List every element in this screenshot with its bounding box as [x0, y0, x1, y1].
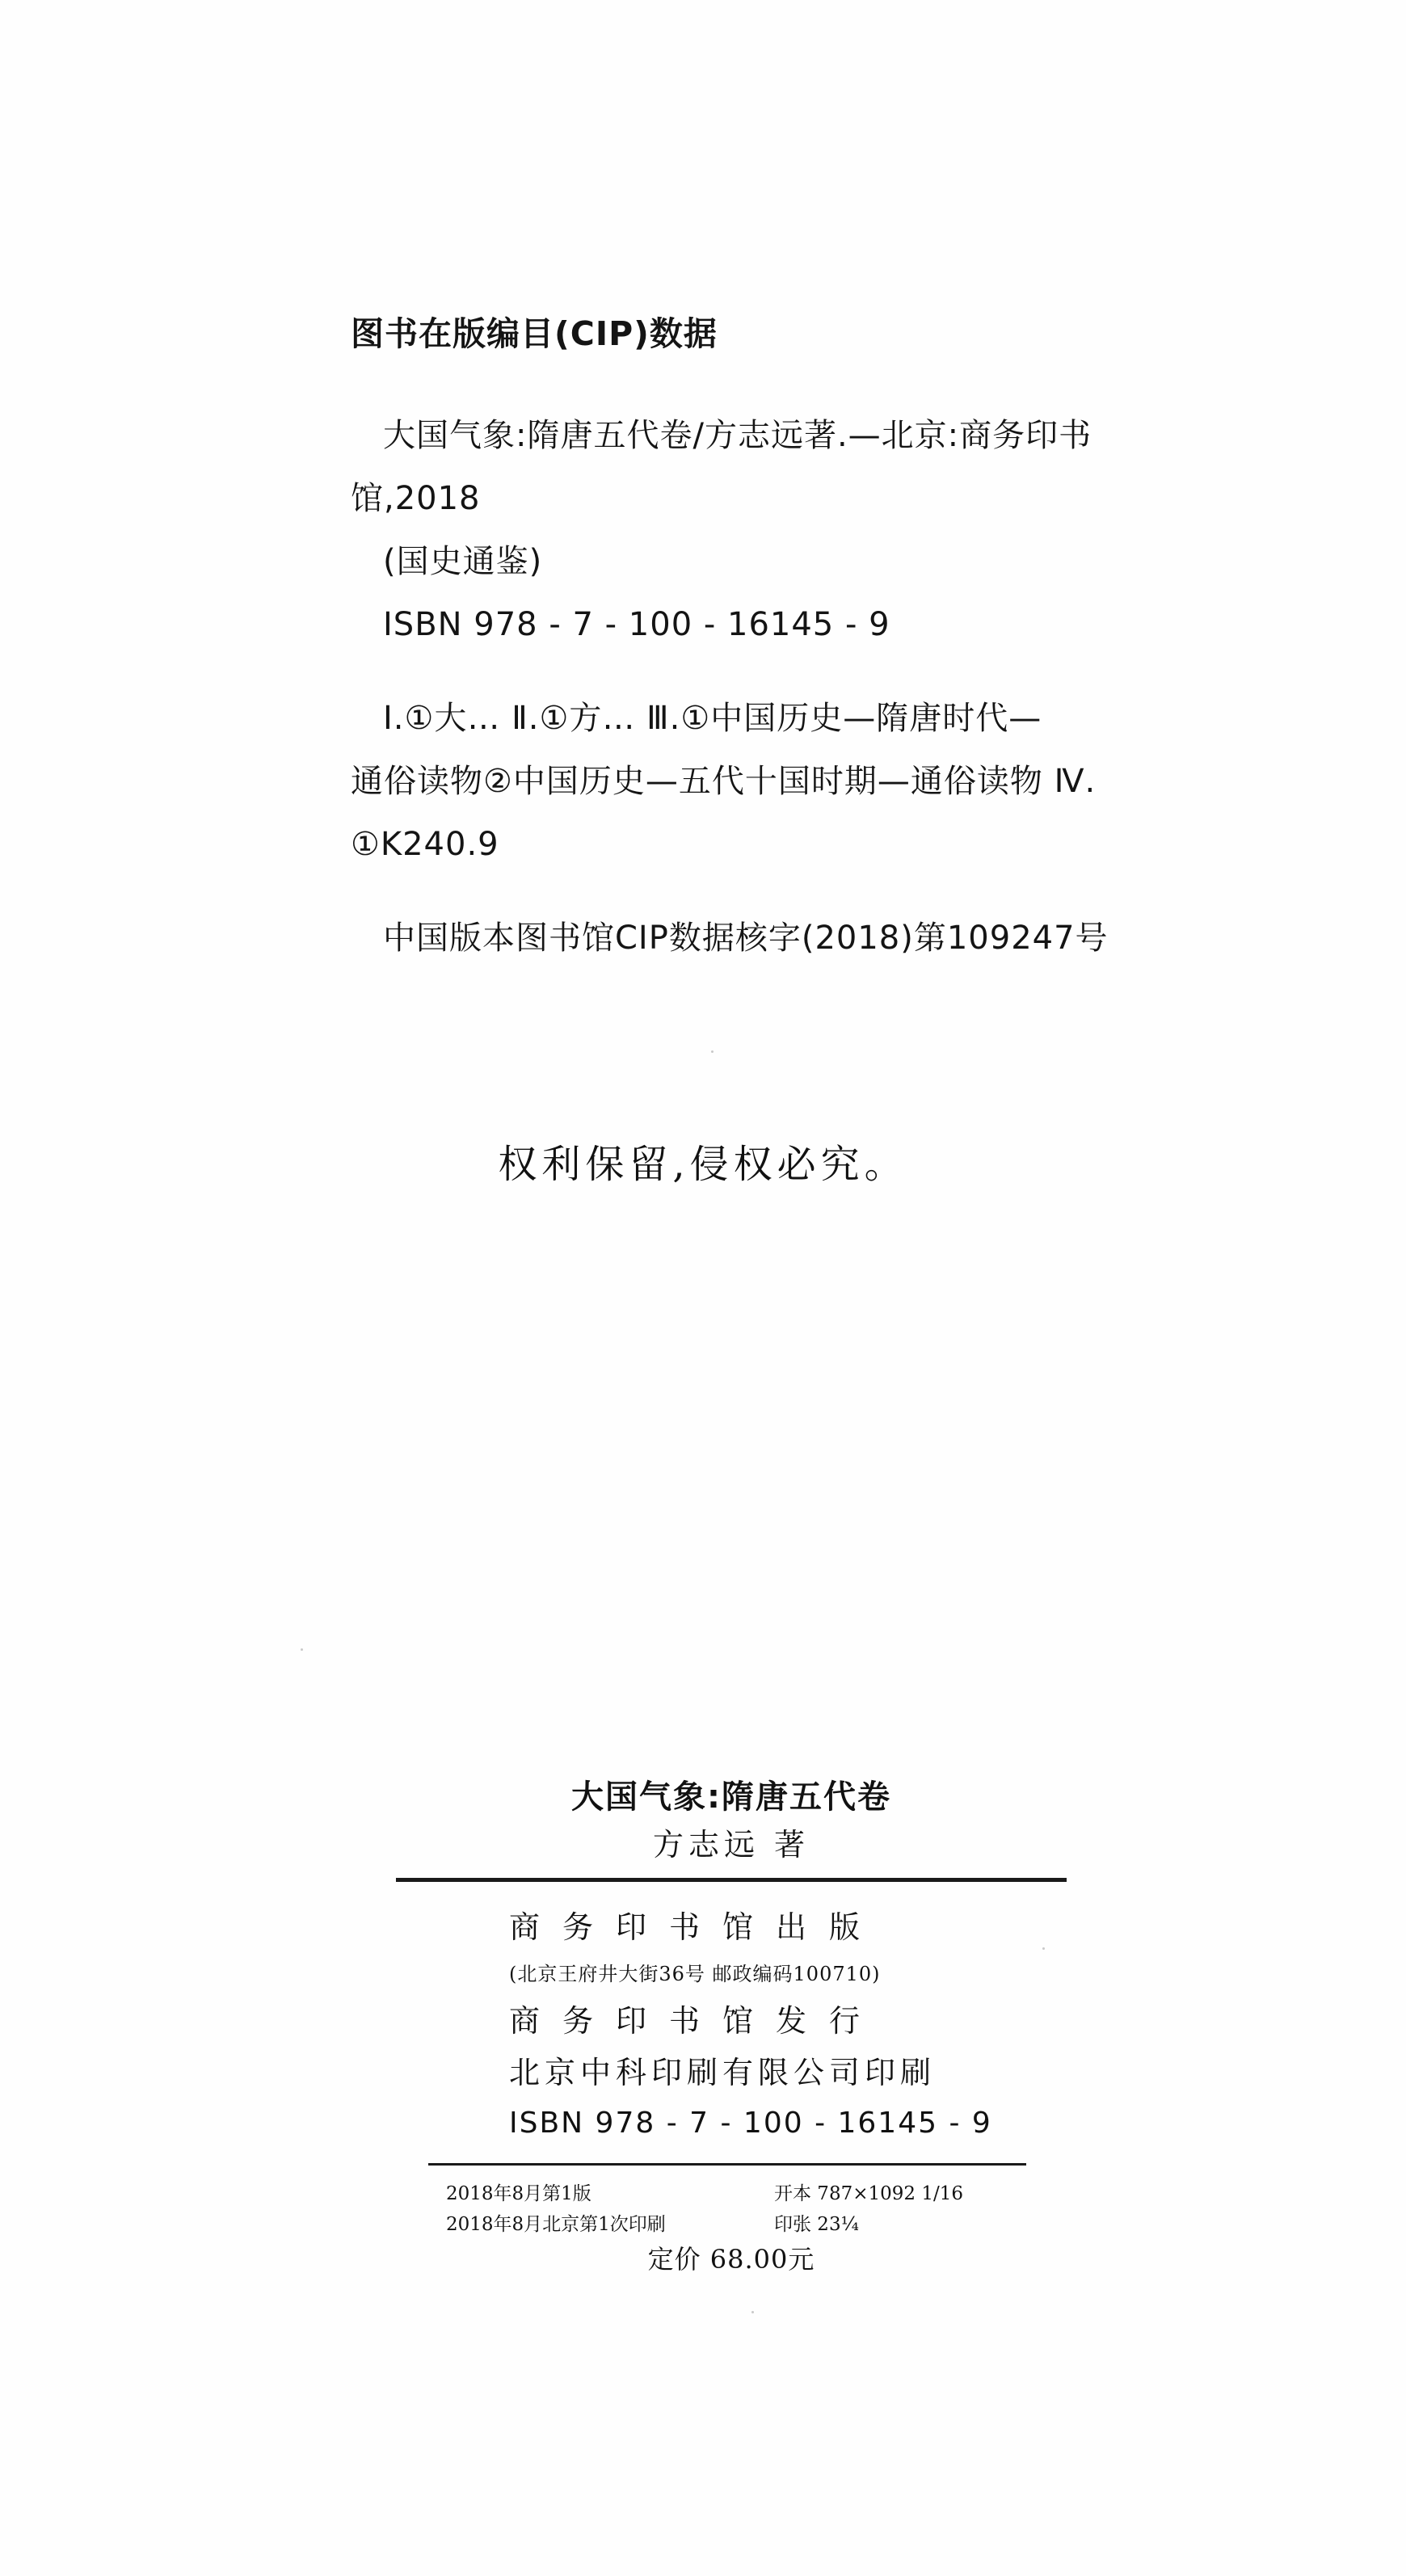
scan-speck	[1042, 1947, 1045, 1950]
price-line: 定价 68.00元	[647, 2244, 815, 2275]
rights-notice: 权利保留,侵权必究。	[498, 1142, 908, 1187]
edition-right-column	[774, 2178, 963, 2240]
imprint-author: 方志远 著	[652, 1827, 810, 1863]
scan-speck	[301, 1648, 303, 1651]
imprint-block	[396, 1774, 1067, 2277]
printer-line: 北京中科印刷有限公司印刷	[509, 2055, 937, 2090]
cip-series: (国史通鉴)	[383, 543, 543, 580]
edition-details	[396, 2178, 1067, 2243]
cip-isbn: ISBN 978 - 7 - 100 - 16145 - 9	[383, 606, 890, 643]
cip-entry-line: 大国气象:隋唐五代卷/方志远著.—北京:商务印书	[383, 417, 1092, 454]
publisher-line: 商务印书馆出版	[509, 1909, 883, 1945]
thin-divider	[428, 2163, 1026, 2166]
publication-lines	[396, 1901, 1067, 2149]
format-line: 开本 787×1092 1/16	[774, 2183, 963, 2204]
cip-classification-line: ①K240.9	[351, 826, 499, 863]
sheets-line: 印张 23¼	[774, 2214, 859, 2235]
cip-verification-number: 中国版本图书馆CIP数据核字(2018)第109247号	[383, 920, 1109, 957]
edition-line: 2018年8月第1版	[446, 2183, 591, 2204]
imprint-isbn: ISBN 978 - 7 - 100 - 16145 - 9	[509, 2107, 992, 2140]
imprint-title: 大国气象:隋唐五代卷	[571, 1778, 891, 1816]
cip-classification-line: Ⅰ.①大… Ⅱ.①方… Ⅲ.①中国历史—隋唐时代—	[383, 700, 1042, 737]
cip-entry-line: 馆,2018	[351, 480, 481, 517]
printing-line: 2018年8月北京第1次印刷	[446, 2214, 666, 2235]
cip-classification	[351, 687, 1159, 876]
publisher-address: (北京王府井大街36号 邮政编码100710)	[509, 1963, 881, 1985]
distributor-line: 商务印书馆发行	[509, 2003, 883, 2039]
cip-classification-line: 通俗读物②中国历史—五代十国时期—通俗读物 Ⅳ.	[351, 763, 1097, 800]
cip-data-block	[351, 302, 1159, 970]
scan-speck	[751, 2311, 754, 2313]
cip-heading: 图书在版编目(CIP)数据	[351, 314, 718, 353]
edition-left-column	[446, 2178, 666, 2240]
scan-speck	[711, 1050, 714, 1053]
thick-divider	[396, 1878, 1067, 1882]
